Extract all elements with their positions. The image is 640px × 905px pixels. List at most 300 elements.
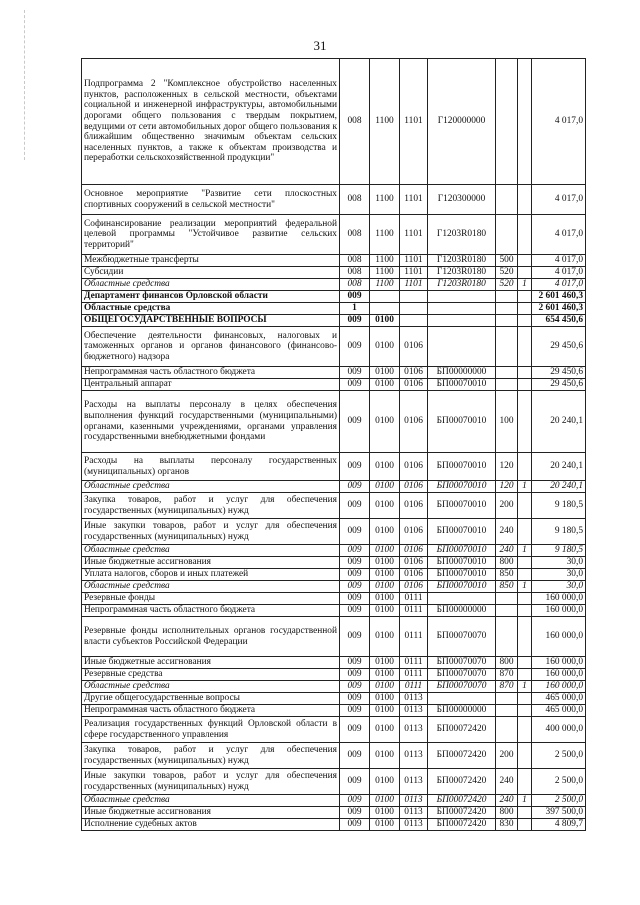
scan-edge-mark: [24, 10, 26, 160]
expense-type-code: 240: [496, 519, 518, 545]
subsection-code: 0113: [400, 769, 428, 795]
funding-source-code: [518, 291, 532, 303]
subsection-code: [400, 303, 428, 315]
expense-type-code: 520: [496, 267, 518, 279]
section-code: 0100: [370, 315, 400, 327]
target-article-code: Г1203R0180: [428, 267, 496, 279]
section-code: 1100: [370, 185, 400, 215]
subsection-code: 0106: [400, 367, 428, 379]
admin-code: 008: [340, 267, 370, 279]
amount: 20 240,1: [532, 391, 586, 453]
amount: 29 450,6: [532, 327, 586, 367]
table-row: [82, 303, 586, 315]
funding-source-code: [518, 493, 532, 519]
target-article-code: БП00070010: [428, 493, 496, 519]
budget-item-name: Резервные фонды: [82, 593, 340, 605]
expense-type-code: [496, 367, 518, 379]
amount: 9 180,5: [532, 519, 586, 545]
table-row: [82, 367, 586, 379]
table-row: [82, 807, 586, 819]
budget-item-name: Областные средства: [82, 681, 340, 693]
expense-type-code: [496, 693, 518, 705]
funding-source-code: [518, 185, 532, 215]
table-row: [82, 819, 586, 831]
amount: 30,0: [532, 569, 586, 581]
budget-item-name: Областные средства: [82, 279, 340, 291]
admin-code: 009: [340, 557, 370, 569]
admin-code: 009: [340, 593, 370, 605]
subsection-code: [400, 315, 428, 327]
subsection-code: 0113: [400, 705, 428, 717]
amount: 2 601 460,3: [532, 303, 586, 315]
budget-item-name: Подпрограмма 2 "Комплексное обустройство населенных пунктов, расположенных в сельской местности, объектами социальной и инженерной инфраструктуры, автомобильными дорогами общего пользования с твердым покрытием, ведущими от сети автомобильных дорог общего пользования к ближайшим общественно значимым объектам сельских населенных пунктов, а также к объектам производства и переработки сельскохозяйственной продукции": [82, 59, 340, 185]
expense-type-code: [496, 705, 518, 717]
target-article-code: БП00070070: [428, 617, 496, 657]
expense-type-code: 800: [496, 557, 518, 569]
subsection-code: 0111: [400, 669, 428, 681]
amount: 29 450,6: [532, 379, 586, 391]
subsection-code: 1101: [400, 59, 428, 185]
admin-code: 009: [340, 453, 370, 481]
table-row: [82, 743, 586, 769]
funding-source-code: [518, 379, 532, 391]
budget-table: [81, 58, 586, 831]
section-code: 0100: [370, 391, 400, 453]
table-row: [82, 379, 586, 391]
admin-code: 009: [340, 481, 370, 493]
funding-source-code: [518, 519, 532, 545]
subsection-code: 0113: [400, 795, 428, 807]
section-code: 0100: [370, 367, 400, 379]
table-row: [82, 605, 586, 617]
admin-code: 009: [340, 291, 370, 303]
funding-source-code: 1: [518, 545, 532, 557]
expense-type-code: 830: [496, 819, 518, 831]
amount: 4 017,0: [532, 59, 586, 185]
amount: 4 017,0: [532, 255, 586, 267]
table-row: [82, 557, 586, 569]
table-row: [82, 705, 586, 717]
target-article-code: БП00072420: [428, 807, 496, 819]
target-article-code: [428, 593, 496, 605]
section-code: 0100: [370, 593, 400, 605]
funding-source-code: [518, 453, 532, 481]
target-article-code: Г1203R0180: [428, 215, 496, 255]
expense-type-code: [496, 327, 518, 367]
table-row: [82, 581, 586, 593]
budget-item-name: Исполнение судебных актов: [82, 819, 340, 831]
amount: 160 000,0: [532, 617, 586, 657]
target-article-code: Г1203R0180: [428, 279, 496, 291]
page-number: 31: [313, 38, 327, 53]
funding-source-code: [518, 669, 532, 681]
expense-type-code: [496, 379, 518, 391]
subsection-code: 0106: [400, 557, 428, 569]
amount: 2 500,0: [532, 743, 586, 769]
admin-code: 008: [340, 185, 370, 215]
subsection-code: 0111: [400, 617, 428, 657]
expense-type-code: [496, 315, 518, 327]
admin-code: 009: [340, 519, 370, 545]
expense-type-code: 870: [496, 681, 518, 693]
funding-source-code: [518, 569, 532, 581]
target-article-code: Г120000000: [428, 59, 496, 185]
admin-code: 009: [340, 391, 370, 453]
section-code: 0100: [370, 669, 400, 681]
section-code: [370, 303, 400, 315]
section-code: 0100: [370, 705, 400, 717]
section-code: 1100: [370, 59, 400, 185]
budget-item-name: Основное мероприятие "Развитие сети плоскостных спортивных сооружений в сельской местности": [82, 185, 340, 215]
subsection-code: 0113: [400, 693, 428, 705]
funding-source-code: [518, 593, 532, 605]
table-row: [82, 315, 586, 327]
table-row: [82, 519, 586, 545]
expense-type-code: [496, 215, 518, 255]
funding-source-code: [518, 693, 532, 705]
amount: 30,0: [532, 581, 586, 593]
funding-source-code: [518, 303, 532, 315]
expense-type-code: 120: [496, 481, 518, 493]
amount: 30,0: [532, 557, 586, 569]
section-code: 0100: [370, 769, 400, 795]
admin-code: 009: [340, 569, 370, 581]
table-row: [82, 493, 586, 519]
expense-type-code: 520: [496, 279, 518, 291]
table-row: [82, 593, 586, 605]
target-article-code: БП00070010: [428, 453, 496, 481]
funding-source-code: [518, 315, 532, 327]
target-article-code: БП00000000: [428, 705, 496, 717]
funding-source-code: 1: [518, 581, 532, 593]
subsection-code: 0106: [400, 453, 428, 481]
section-code: 1100: [370, 267, 400, 279]
target-article-code: [428, 327, 496, 367]
expense-type-code: 120: [496, 453, 518, 481]
budget-item-name: Департамент финансов Орловской области: [82, 291, 340, 303]
admin-code: 009: [340, 705, 370, 717]
target-article-code: БП00072420: [428, 769, 496, 795]
table-row: [82, 693, 586, 705]
budget-item-name: Другие общегосударственные вопросы: [82, 693, 340, 705]
subsection-code: 0106: [400, 519, 428, 545]
budget-item-name: Закупка товаров, работ и услуг для обеспечения государственных (муниципальных) нужд: [82, 743, 340, 769]
target-article-code: Г120300000: [428, 185, 496, 215]
subsection-code: 0106: [400, 391, 428, 453]
funding-source-code: [518, 819, 532, 831]
admin-code: 009: [340, 605, 370, 617]
admin-code: 009: [340, 669, 370, 681]
budget-item-name: Областные средства: [82, 481, 340, 493]
subsection-code: 1101: [400, 185, 428, 215]
amount: 2 500,0: [532, 795, 586, 807]
subsection-code: 0106: [400, 493, 428, 519]
subsection-code: 0113: [400, 743, 428, 769]
table-row: [82, 327, 586, 367]
table-row: [82, 59, 586, 185]
target-article-code: БП00000000: [428, 605, 496, 617]
budget-item-name: Субсидии: [82, 267, 340, 279]
amount: 4 017,0: [532, 215, 586, 255]
table-row: [82, 453, 586, 481]
expense-type-code: 240: [496, 795, 518, 807]
subsection-code: 1101: [400, 215, 428, 255]
amount: 465 000,0: [532, 705, 586, 717]
admin-code: 008: [340, 255, 370, 267]
budget-item-name: Обеспечение деятельности финансовых, налоговых и таможенных органов и органов финансового (финансово-бюджетного) надзора: [82, 327, 340, 367]
amount: 4 017,0: [532, 267, 586, 279]
table-row: [82, 569, 586, 581]
budget-item-name: Центральный аппарат: [82, 379, 340, 391]
table-row: [82, 291, 586, 303]
funding-source-code: [518, 391, 532, 453]
funding-source-code: 1: [518, 681, 532, 693]
funding-source-code: [518, 255, 532, 267]
amount: 2 500,0: [532, 769, 586, 795]
section-code: 0100: [370, 519, 400, 545]
funding-source-code: [518, 743, 532, 769]
amount: 9 180,5: [532, 545, 586, 557]
expense-type-code: 240: [496, 545, 518, 557]
funding-source-code: [518, 557, 532, 569]
subsection-code: 0106: [400, 581, 428, 593]
section-code: 0100: [370, 581, 400, 593]
target-article-code: [428, 303, 496, 315]
funding-source-code: [518, 605, 532, 617]
expense-type-code: [496, 593, 518, 605]
subsection-code: 0106: [400, 545, 428, 557]
target-article-code: БП00070010: [428, 545, 496, 557]
budget-item-name: Иные закупки товаров, работ и услуг для обеспечения государственных (муниципальных) нужд: [82, 769, 340, 795]
expense-type-code: 100: [496, 391, 518, 453]
target-article-code: БП00070010: [428, 379, 496, 391]
section-code: 0100: [370, 795, 400, 807]
admin-code: 009: [340, 743, 370, 769]
target-article-code: БП00072420: [428, 717, 496, 743]
budget-item-name: Областные средства: [82, 303, 340, 315]
expense-type-code: 800: [496, 807, 518, 819]
subsection-code: 0111: [400, 605, 428, 617]
admin-code: 008: [340, 59, 370, 185]
budget-item-name: Областные средства: [82, 581, 340, 593]
budget-item-name: Непрограммная часть областного бюджета: [82, 605, 340, 617]
section-code: [370, 291, 400, 303]
funding-source-code: [518, 807, 532, 819]
amount: 160 000,0: [532, 681, 586, 693]
admin-code: 009: [340, 379, 370, 391]
budget-item-name: Непрограммная часть областного бюджета: [82, 367, 340, 379]
target-article-code: [428, 693, 496, 705]
amount: 4 017,0: [532, 185, 586, 215]
budget-item-name: Софинансирование реализации мероприятий федеральной целевой программы "Устойчивое развитие сельских территорий": [82, 215, 340, 255]
funding-source-code: [518, 267, 532, 279]
section-code: 0100: [370, 481, 400, 493]
subsection-code: 0113: [400, 807, 428, 819]
table-row: [82, 255, 586, 267]
budget-item-name: Иные бюджетные ассигнования: [82, 557, 340, 569]
expense-type-code: 850: [496, 581, 518, 593]
amount: 160 000,0: [532, 593, 586, 605]
admin-code: 009: [340, 367, 370, 379]
section-code: 0100: [370, 569, 400, 581]
budget-item-name: Иные закупки товаров, работ и услуг для обеспечения государственных (муниципальных) нужд: [82, 519, 340, 545]
funding-source-code: [518, 327, 532, 367]
subsection-code: 1101: [400, 267, 428, 279]
subsection-code: 0106: [400, 327, 428, 367]
admin-code: 009: [340, 327, 370, 367]
table-row: [82, 545, 586, 557]
expense-type-code: [496, 605, 518, 617]
subsection-code: 0111: [400, 657, 428, 669]
admin-code: 009: [340, 769, 370, 795]
subsection-code: 0106: [400, 481, 428, 493]
budget-item-name: Областные средства: [82, 545, 340, 557]
section-code: 0100: [370, 379, 400, 391]
admin-code: 009: [340, 717, 370, 743]
table-row: [82, 267, 586, 279]
subsection-code: 1101: [400, 279, 428, 291]
target-article-code: БП00070010: [428, 581, 496, 593]
table-row: [82, 617, 586, 657]
section-code: 1100: [370, 215, 400, 255]
amount: 2 601 460,3: [532, 291, 586, 303]
section-code: 0100: [370, 557, 400, 569]
amount: 465 000,0: [532, 693, 586, 705]
admin-code: 009: [340, 807, 370, 819]
expense-type-code: [496, 303, 518, 315]
amount: 29 450,6: [532, 367, 586, 379]
subsection-code: 0106: [400, 379, 428, 391]
table-row: [82, 717, 586, 743]
amount: 400 000,0: [532, 717, 586, 743]
expense-type-code: 240: [496, 769, 518, 795]
admin-code: 008: [340, 215, 370, 255]
table-row: [82, 185, 586, 215]
funding-source-code: 1: [518, 279, 532, 291]
expense-type-code: [496, 617, 518, 657]
section-code: 0100: [370, 545, 400, 557]
target-article-code: [428, 291, 496, 303]
funding-source-code: 1: [518, 795, 532, 807]
target-article-code: БП00000000: [428, 367, 496, 379]
section-code: 0100: [370, 605, 400, 617]
target-article-code: БП00070010: [428, 569, 496, 581]
budget-item-name: Расходы на выплаты персоналу государственных (муниципальных) органов: [82, 453, 340, 481]
target-article-code: Г1203R0180: [428, 255, 496, 267]
expense-type-code: [496, 185, 518, 215]
table-row: [82, 769, 586, 795]
funding-source-code: [518, 617, 532, 657]
section-code: 0100: [370, 453, 400, 481]
funding-source-code: [518, 59, 532, 185]
budget-item-name: Иные бюджетные ассигнования: [82, 657, 340, 669]
expense-type-code: 800: [496, 657, 518, 669]
admin-code: 009: [340, 657, 370, 669]
target-article-code: БП00070010: [428, 519, 496, 545]
budget-item-name: ОБЩЕГОСУДАРСТВЕННЫЕ ВОПРОСЫ: [82, 315, 340, 327]
expense-type-code: 850: [496, 569, 518, 581]
budget-item-name: Иные бюджетные ассигнования: [82, 807, 340, 819]
expense-type-code: [496, 59, 518, 185]
admin-code: 009: [340, 693, 370, 705]
funding-source-code: [518, 367, 532, 379]
funding-source-code: [518, 717, 532, 743]
admin-code: 008: [340, 279, 370, 291]
table-row: [82, 279, 586, 291]
section-code: 1100: [370, 255, 400, 267]
subsection-code: 0113: [400, 819, 428, 831]
section-code: 1100: [370, 279, 400, 291]
amount: 160 000,0: [532, 605, 586, 617]
target-article-code: БП00072420: [428, 743, 496, 769]
target-article-code: БП00072420: [428, 819, 496, 831]
table-row: [82, 669, 586, 681]
target-article-code: БП00070010: [428, 391, 496, 453]
admin-code: 009: [340, 581, 370, 593]
admin-code: 009: [340, 315, 370, 327]
admin-code: 009: [340, 681, 370, 693]
subsection-code: [400, 291, 428, 303]
expense-type-code: 200: [496, 743, 518, 769]
admin-code: 009: [340, 493, 370, 519]
admin-code: 1: [340, 303, 370, 315]
amount: 20 240,1: [532, 453, 586, 481]
amount: 160 000,0: [532, 669, 586, 681]
expense-type-code: 870: [496, 669, 518, 681]
amount: 160 000,0: [532, 657, 586, 669]
amount: 397 500,0: [532, 807, 586, 819]
section-code: 0100: [370, 617, 400, 657]
budget-item-name: Резервные фонды исполнительных органов государственной власти субъектов Российской Федерации: [82, 617, 340, 657]
subsection-code: 0106: [400, 569, 428, 581]
subsection-code: 1101: [400, 255, 428, 267]
amount: 4 809,7: [532, 819, 586, 831]
budget-item-name: Резервные средства: [82, 669, 340, 681]
funding-source-code: [518, 705, 532, 717]
expense-type-code: 500: [496, 255, 518, 267]
table-row: [82, 215, 586, 255]
admin-code: 009: [340, 545, 370, 557]
target-article-code: БП00070010: [428, 557, 496, 569]
funding-source-code: [518, 657, 532, 669]
table-row: [82, 795, 586, 807]
funding-source-code: 1: [518, 481, 532, 493]
section-code: 0100: [370, 327, 400, 367]
admin-code: 009: [340, 819, 370, 831]
section-code: 0100: [370, 819, 400, 831]
expense-type-code: [496, 717, 518, 743]
table-row: [82, 391, 586, 453]
table-row: [82, 681, 586, 693]
section-code: 0100: [370, 681, 400, 693]
subsection-code: 0113: [400, 717, 428, 743]
section-code: 0100: [370, 493, 400, 519]
budget-item-name: Закупка товаров, работ и услуг для обеспечения государственных (муниципальных) нужд: [82, 493, 340, 519]
funding-source-code: [518, 215, 532, 255]
admin-code: 009: [340, 795, 370, 807]
funding-source-code: [518, 769, 532, 795]
budget-item-name: Уплата налогов, сборов и иных платежей: [82, 569, 340, 581]
amount: 654 450,6: [532, 315, 586, 327]
section-code: 0100: [370, 807, 400, 819]
expense-type-code: 200: [496, 493, 518, 519]
target-article-code: БП00072420: [428, 795, 496, 807]
amount: 4 017,0: [532, 279, 586, 291]
table-row: [82, 481, 586, 493]
subsection-code: 0111: [400, 593, 428, 605]
budget-item-name: Непрограммная часть областного бюджета: [82, 705, 340, 717]
expense-type-code: [496, 291, 518, 303]
